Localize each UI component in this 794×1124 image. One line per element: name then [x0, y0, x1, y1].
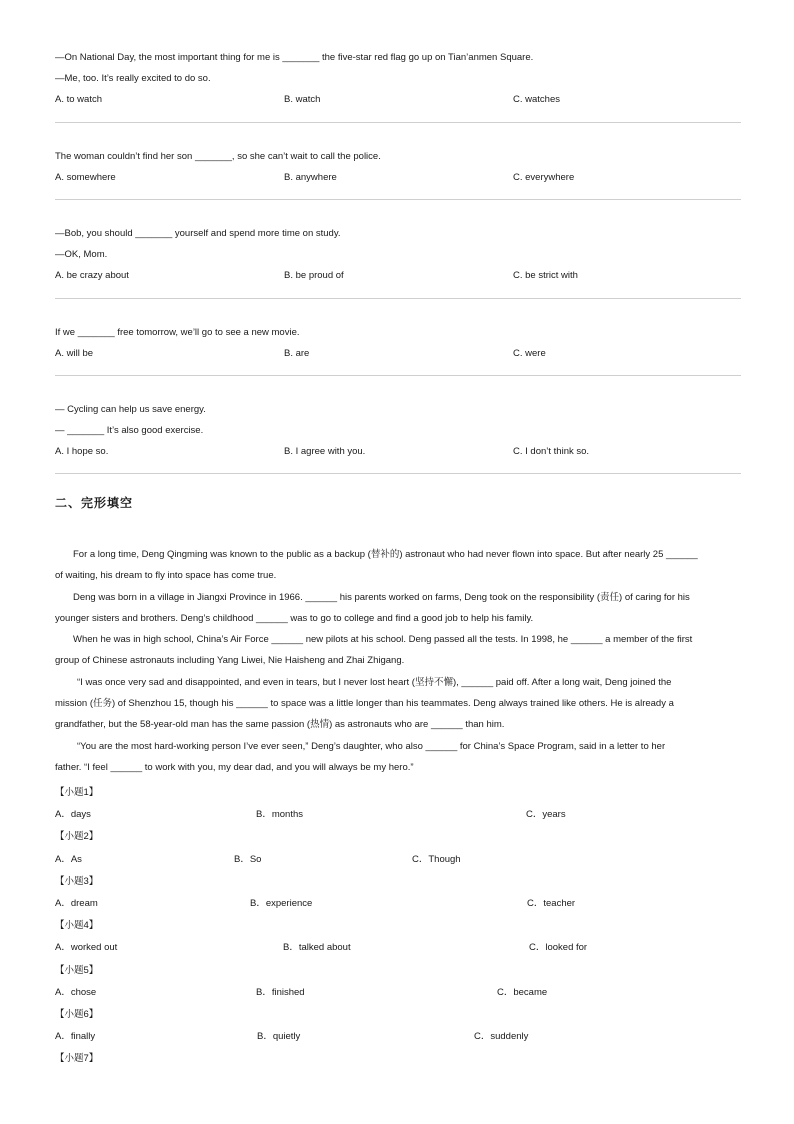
option-c[interactable]: C．years: [526, 809, 566, 821]
question-line: If we _______ free tomorrow, we’ll go to see a new movie.: [55, 327, 300, 338]
divider: [55, 375, 741, 376]
subquestion-label: 【小题2】: [55, 831, 99, 843]
options-row: [55, 893, 741, 915]
passage-line: grandfather, but the 58-year-old man has the same passion (热情) as astronauts who are ______ than him.: [55, 719, 505, 731]
option-a[interactable]: A. somewhere: [55, 172, 116, 183]
section-title: 二、完形填空: [55, 496, 134, 510]
options-row: [55, 89, 741, 110]
passage-line: For a long time, Deng Qingming was known to the public as a backup (替补的) astronaut who had never flown into space. But after nearly 25 ______: [73, 549, 698, 560]
options-row: [55, 804, 741, 826]
mcq-question-3: [55, 223, 741, 286]
options-row: [55, 1026, 741, 1048]
subquestion-label: 【小题7】: [55, 1053, 99, 1065]
option-c[interactable]: C．Though: [412, 853, 461, 865]
passage-line: mission (任务) of Shenzhou 15, though his ______ to space was a little longer than his teammates. Deng always trained like others. He is already a: [55, 698, 674, 710]
options-row: [55, 265, 741, 286]
subquestion-label: 【小题5】: [55, 964, 99, 976]
mcq-question-1: [55, 47, 741, 110]
subquestion-label: 【小题4】: [55, 920, 99, 932]
options-row: [55, 441, 741, 462]
cloze-subquestions: [55, 782, 741, 1070]
option-c[interactable]: C．looked for: [529, 942, 588, 954]
option-a[interactable]: A．days: [55, 809, 91, 821]
option-b[interactable]: B．experience: [250, 897, 313, 909]
divider: [55, 298, 741, 299]
subquestion-label: 【小题3】: [55, 875, 99, 887]
option-a[interactable]: A．As: [55, 853, 82, 865]
passage-line: father. “I feel ______ to work with you, my dear dad, and you will always be my hero.”: [55, 761, 414, 773]
option-b[interactable]: B．talked about: [283, 942, 351, 954]
cloze-passage: [55, 544, 741, 778]
question-line: —Me, too. It’s really excited to do so.: [55, 73, 211, 84]
option-a[interactable]: A. will be: [55, 348, 94, 359]
mcq-question-4: [55, 322, 741, 364]
question-line: —OK, Mom.: [55, 249, 108, 260]
passage-line: “I was once very sad and disappointed, and even in tears, but I never lost heart (坚持不懈), ______ paid off. After a long wait, Deng joined the: [77, 676, 672, 688]
option-b[interactable]: B．So: [234, 853, 262, 865]
divider: [55, 122, 741, 123]
mcq-question-2: [55, 146, 741, 188]
options-row: [55, 982, 741, 1004]
option-a[interactable]: A．chose: [55, 986, 97, 998]
option-a[interactable]: A. to watch: [55, 94, 102, 105]
question-line: — Cycling can help us save energy.: [55, 404, 206, 415]
question-line: The woman couldn’t find her son _______, so she can’t wait to call the police.: [55, 151, 381, 162]
passage-line: group of Chinese astronauts including Yang Liwei, Nie Haisheng and Zhai Zhigang.: [55, 655, 405, 667]
option-b[interactable]: B. are: [284, 348, 310, 359]
subquestion-label: 【小题1】: [55, 787, 99, 798]
option-c[interactable]: C．became: [497, 986, 548, 998]
option-a[interactable]: A. be crazy about: [55, 270, 129, 281]
options-row: [55, 849, 741, 871]
options-row: [55, 343, 741, 364]
options-row: [55, 937, 741, 959]
divider: [55, 473, 741, 474]
option-b[interactable]: B．finished: [256, 986, 305, 998]
passage-line: When he was in high school, China’s Air Force ______ new pilots at his school. Deng passed all the tests. In 1998, he ______ a member of the first: [73, 634, 693, 646]
question-line: — _______ It’s also good exercise.: [55, 425, 204, 436]
mcq-question-5: [55, 399, 741, 462]
option-b[interactable]: B. I agree with you.: [284, 446, 366, 457]
option-b[interactable]: B．months: [256, 809, 303, 821]
option-c[interactable]: C．teacher: [527, 897, 576, 909]
question-line: —On National Day, the most important thing for me is _______ the five-star red flag go up on Tian’anmen Square.: [55, 52, 534, 63]
option-c[interactable]: C. I don’t think so.: [513, 446, 590, 457]
subquestion-label: 【小题6】: [55, 1008, 99, 1020]
passage-line: of waiting, his dream to fly into space has come true.: [55, 570, 277, 582]
option-b[interactable]: B. anywhere: [284, 172, 337, 183]
option-c[interactable]: C. were: [513, 348, 546, 359]
passage-line: younger sisters and brothers. Deng’s childhood ______ was to go to college and find a good job to help his family.: [55, 612, 534, 624]
options-row: [55, 167, 741, 188]
option-b[interactable]: B. watch: [284, 94, 321, 105]
option-c[interactable]: C. everywhere: [513, 172, 575, 183]
option-a[interactable]: A. I hope so.: [55, 446, 109, 457]
option-b[interactable]: B. be proud of: [284, 270, 344, 281]
passage-line: “You are the most hard-working person I’ve ever seen,” Deng’s daughter, who also ______ for China’s Space Program, said in a letter to her: [77, 740, 666, 752]
question-line: —Bob, you should _______ yourself and spend more time on study.: [55, 228, 341, 239]
option-c[interactable]: C. be strict with: [513, 270, 578, 281]
option-b[interactable]: B．quietly: [257, 1031, 301, 1043]
option-a[interactable]: A．finally: [55, 1031, 96, 1043]
option-a[interactable]: A．dream: [55, 897, 98, 909]
option-c[interactable]: C. watches: [513, 94, 560, 105]
passage-line: Deng was born in a village in Jiangxi Province in 1966. ______ his parents worked on farms, Deng took on the responsibility (责任) of caring for his: [73, 591, 690, 603]
option-a[interactable]: A．worked out: [55, 942, 118, 954]
option-c[interactable]: C．suddenly: [474, 1031, 529, 1043]
divider: [55, 199, 741, 200]
